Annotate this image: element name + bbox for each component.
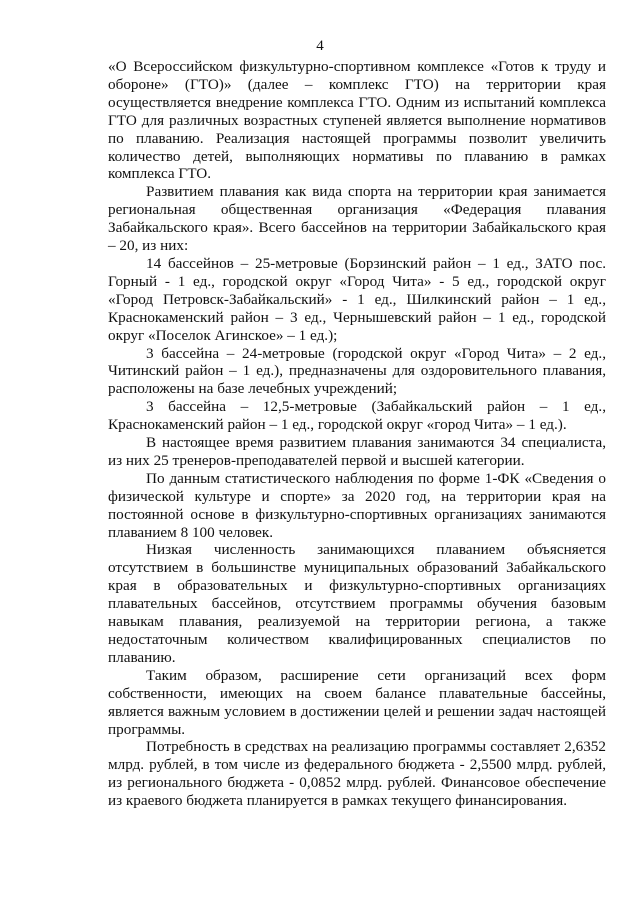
paragraph-funding: Потребность в средствах на реализацию программы составляет 2,6352 млрд. рублей, в том числе из федерального бюджета - 2,5500 млрд. рублей, из регионального бюджета - 0,0852 млрд. рублей. Финансовое обеспечение из краевого бюджета планируется в рамках текущего финансирования. (108, 738, 606, 810)
document-body (108, 58, 606, 810)
paragraph-24m-pools: 3 бассейна – 24-метровые (городской округ «Город Чита» – 2 ед., Читинский район – 1 ед.), предназначены для оздоровительного плавания, расположены на базе лечебных учреждений; (108, 344, 606, 398)
paragraph-swimming-federation: Развитием плавания как вида спорта на территории края занимается региональная общественная организация «Федерация плавания Забайкальского края». Всего бассейнов на территории Забайкальского края – 20, из них: (108, 183, 606, 255)
paragraph-gto-intro: «О Всероссийском физкультурно-спортивном комплексе «Готов к труду и обороне» (ГТО)» (далее – комплекс ГТО) на территории края осуществляется внедрение комплекса ГТО. Одним из испытаний комплекса ГТО для различных возрастных ступеней является выполнение нормативов по плаванию. Реализация настоящей программы позволит увеличить количество детей, выполняющих нормативы по плаванию в рамках комплекса ГТО. (108, 58, 606, 183)
paragraph-25m-pools: 14 бассейнов – 25-метровые (Борзинский район – 1 ед., ЗАТО пос. Горный - 1 ед., городской округ «Город Чита» - 5 ед., городской округ «Город Петровск-Забайкальский» - 1 ед., Шилкинский район – 1 ед., Краснокаменский район – 3 ед., Чернышевский район – 1 ед., городской округ «Поселок Агинское» – 1 ед.); (108, 254, 606, 344)
paragraph-specialists: В настоящее время развитием плавания занимаются 34 специалиста, из них 25 тренеров-преподавателей первой и высшей категории. (108, 434, 606, 469)
paragraph-low-participation: Низкая численность занимающихся плаванием объясняется отсутствием в большинстве муниципальных образований Забайкальского края в образовательных и физкультурно-спортивных организациях плавательных бассейнов, отсутствием программы обучения базовым навыкам плавания, реализуемой на территории региона, а также недостаточным количеством квалифицированных специалистов по плаванию. (108, 541, 606, 666)
paragraph-12-5m-pools: 3 бассейна – 12,5-метровые (Забайкальский район – 1 ед., Краснокаменский район – 1 ед., городской округ «город Чита» – 1 ед.). (108, 398, 606, 434)
paragraph-network-expansion: Таким образом, расширение сети организаций всех форм собственности, имеющих на своем балансе плавательные бассейны, является важным условием в достижении целей и решении задач настоящей программы. (108, 666, 606, 738)
page-number: 4 (316, 38, 324, 54)
paragraph-statistics: По данным статистического наблюдения по форме 1-ФК «Сведения о физической культуре и спорте» за 2020 год, на территории края на постоянной основе в физкультурно-спортивных организациях занимаются плаванием 8 100 человек. (108, 469, 606, 541)
